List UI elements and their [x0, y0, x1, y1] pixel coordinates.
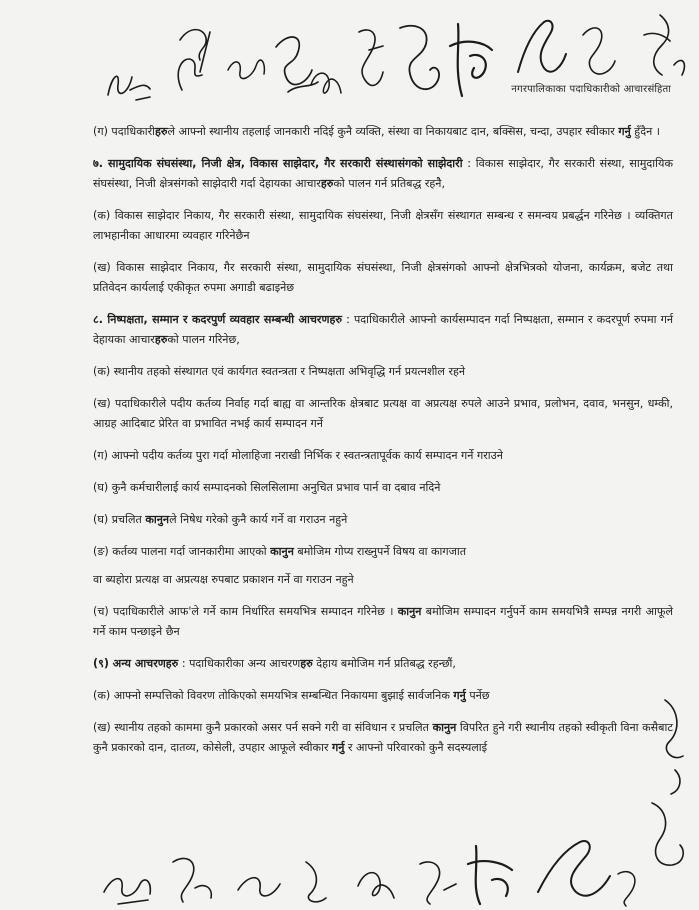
signature-mark [98, 858, 168, 910]
clause-cha: (च) पदाधिकारीले आफ'ले गर्ने काम निर्धारित समयभित्र सम्पादन गरिनेछ । कानुन बमोजिम सम्पादन गर्नुपर्ने काम समयभित्रै सम्पन्न नगरी आफूले गर्ने काम पन्छाइने छैन [93, 605, 673, 638]
signature-mark [162, 20, 222, 100]
clause-ga: (ग) आफ्नो पदीय कर्तव्य पुरा गर्दा मोलाहिजा नराखी निर्भिक र स्वतन्त्रतापूर्वक कार्य सम्पादन गर्ने गराउने [93, 449, 503, 462]
document-body [93, 122, 673, 770]
signature-mark [232, 860, 292, 908]
signature-mark [462, 836, 532, 908]
signature-mark [305, 55, 350, 105]
clause-kha: (ख) विकास साझेदार निकाय, गैर सरकारी संस्था, सामुदायिक संघसंस्था, निजी क्षेत्रसंगको आफ्नो क्षेत्रभित्रको योजना, कार्यक्रम, बजेट तथा प्रतिवेदन कार्यलाई एकीकृत रुपमा अगाडी बढाइनेछ [93, 261, 673, 294]
section-9: (९) अन्य आचरणहरु : पदाधिकारीका अन्य आचरणहरु देहाय बमोजिम गर्न प्रतिबद्ध रहन्छौं, [93, 657, 456, 670]
signature-mark [345, 20, 395, 100]
signature-mark [610, 860, 650, 908]
clause-kha: (ख) स्थानीय तहको काममा कुनै प्रकारको असर पर्न सक्ने गरी वा संविधान र प्रचलित कानुन विपरित हुने गरी स्थानीय तहको स्वीकृती विना कसैबाट कुनै प्रकारको दान, दातव्य, कोसेली, उपहार आफूले स्वीकार गर्नु र आफ्नो परिवारको कुनै सदस्यलाई [93, 721, 673, 754]
section-7: ७. सामुदायिक संघसंस्था, निजी क्षेत्र, विकास साझेदार, गैर सरकारी संस्थासंगको साझेदारी : विकास साझेदार, गैर सरकारी संस्था, सामुदायिक संघसंस्था, निजी क्षेत्रसंगको साझेदारी गर्दा देहायका आचारहरुको पालन गर्न प्रतिबद्ध रहनेै, [93, 157, 674, 190]
clause-ka: (क) विकास साझेदार निकाय, गैर सरकारी संस्था, सामुदायिक संघसंस्था, निजी क्षेत्रसँग संस्थागत सम्बन्ध र समन्वय प्रबर्द्धन गरिनेछ । व्यक्तिगत लाभहानीका आधारमा व्यवहार गरिनेछैन [93, 209, 673, 242]
clause-ga: (ग) पदाधिकारीहरुले आफ्नो स्थानीय तहलाई जानकारी नदिई कुनै व्यक्ति, संस्था वा निकायबाट दान, बक्सिस, चन्दा, उपहार स्वीकार गर्नु हुँदैन । [93, 125, 660, 138]
signature-mark [440, 16, 510, 111]
section-8: ८. निष्पक्षता, सम्मान र कदरपुर्ण व्यवहार सम्बन्धी आचरणहरु : पदाधिकारीले आफ्नो कार्यसम्पादन गर्दा निष्पक्षता, सम्मान र कदरपूर्ण रुपमा गर्न देहायका आचारहरुको पालन गरिनेछ, [93, 313, 673, 346]
signature-mark [575, 15, 625, 85]
signature-mark [222, 40, 272, 100]
clause-ka: (क) आफ्नो सम्पत्तिको विवरण तोकिएको समयभित्र सम्बन्धित निकायमा बुझाई सार्वजनिक गर्नु पर्नेछ [93, 689, 490, 702]
signature-mark [410, 850, 465, 908]
signature-mark [296, 852, 346, 908]
clause-nga: (ङ) कर्तव्य पालना गर्दा जानकारीमा आएको कानुन बमोजिम गोप्य राख्नुपर्ने विषय वा कागजात [93, 545, 467, 558]
clause-gha: (घ) प्रचलित कानुनले निषेध गरेको कुनै कार्य गर्ने वा गराउन नहुने [93, 513, 348, 526]
running-header: नगरपालिकाका पदाधिकारीको आचारसंहिता [511, 84, 671, 95]
clause-nga-continuation: वा ब्यहोरा प्रत्यक्ष वा अप्रत्यक्ष रुपबाट प्रकाशन गर्ने वा गराउन नहुने [93, 573, 354, 586]
signature-mark [655, 690, 695, 800]
signature-mark [165, 848, 225, 908]
clause-kha: (ख) पदाधिकारीले पदीय कर्तव्य निर्वाह गर्दा बाह्य वा आन्तरिक क्षेत्रबाट प्रत्यक्ष वा अप्रत्यक्ष रुपले आउने प्रभाव, प्रलोभन, दवाव, भनसुन, धम्की, आग्रह आदिबाट प्रेरित वा प्रभावित नभई कार्य सम्पादन गर्ने [93, 397, 673, 430]
signature-mark [100, 55, 160, 110]
signature-mark [350, 856, 405, 908]
clause-ka: (क) स्थानीय तहको संस्थागत एवं कार्यगत स्वतन्त्रता र निष्पक्षता अभिवृद्धि गर्न प्रयत्नशील रहने [93, 365, 466, 378]
signature-mark [530, 832, 620, 908]
clause-gha: (घ) कुनै कर्मचारीलाई कार्य सम्पादनको सिलसिलामा अनुचित प्रभाव पार्न वा दबाव नदिने [93, 481, 441, 494]
signature-mark [510, 10, 575, 90]
